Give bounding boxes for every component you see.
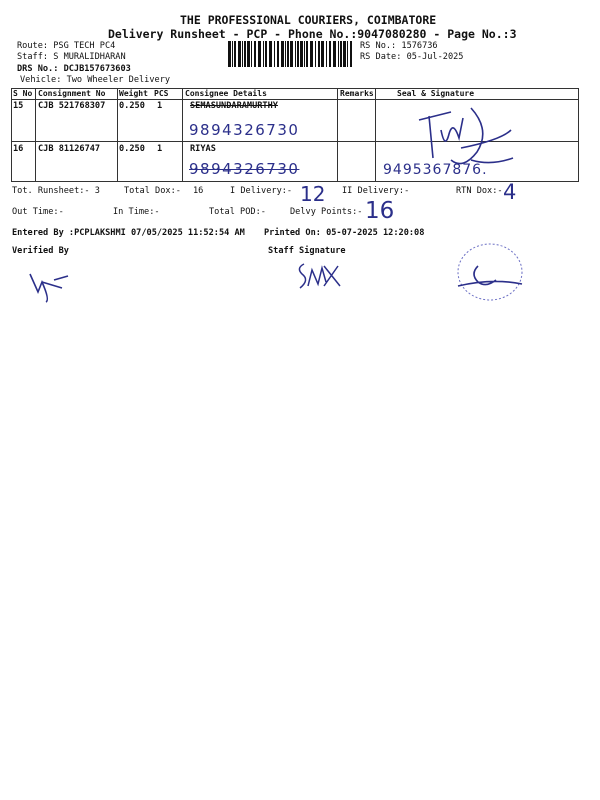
ii-delivery: II Delivery:- (342, 186, 410, 196)
verified-by-signature (28, 268, 76, 304)
row-16-sno: 16 (13, 144, 24, 154)
tot-runsheet: Tot. Runsheet:- 3 (12, 186, 100, 196)
col-pcs: PCS (154, 89, 169, 98)
delvy-points: Delvy Points:- (290, 207, 363, 217)
out-time: Out Time:- (12, 207, 64, 217)
col-weight: Weight (119, 89, 148, 98)
company-title: THE PROFESSIONAL COURIERS, COIMBATORE (180, 13, 437, 27)
staff-signature-label: Staff Signature (268, 246, 346, 256)
row-15-consignee: SEMASUNDARAMURTHY (190, 101, 278, 111)
col-sno: S No (13, 89, 33, 98)
total-dox: Total Dox:- (124, 186, 181, 196)
printed-on: Printed On: 05-07-2025 12:20:08 (264, 228, 425, 238)
total-pod: Total POD:- (209, 207, 266, 217)
row-16-handwritten-phone: 9894326730 (189, 160, 300, 178)
row-15-weight: 0.250 (119, 101, 145, 111)
i-delivery-value: 12 (300, 182, 326, 206)
row-15-handwritten-phone: 9894326730 (189, 121, 300, 139)
row-16-consignment: CJB 81126747 (38, 144, 101, 154)
rtn-dox: RTN Dox:- (456, 186, 503, 196)
col-consignment: Consignment No (38, 89, 106, 98)
i-delivery: I Delivery:- (230, 186, 293, 196)
rs-date: RS Date: 05-Jul-2025 (360, 52, 464, 62)
row-16-pcs: 1 (157, 144, 163, 154)
runsheet-table (11, 88, 579, 182)
col-seal-signature: Seal & Signature (397, 89, 475, 98)
route-label: Route: PSG TECH PC4 (17, 41, 116, 51)
drs-number: DRS No.: DCJB157673603 (17, 64, 131, 74)
delvy-points-value: 16 (365, 198, 395, 224)
col-consignee: Consignee Details (185, 89, 267, 98)
rtn-dox-value: 4 (503, 180, 517, 204)
row-15-sno: 15 (13, 101, 24, 111)
row-16-handwritten-extra: 9495367876. (383, 162, 488, 178)
barcode (228, 41, 354, 67)
rs-number: RS No.: 1576736 (360, 41, 438, 51)
staff-label: Staff: S MURALIDHARAN (17, 52, 126, 62)
vehicle-label: Vehicle: Two Wheeler Delivery (20, 75, 171, 85)
col-remarks: Remarks (340, 89, 374, 98)
row-16-consignee: RIYAS (190, 144, 216, 154)
staff-signature (294, 258, 344, 292)
delivery-signature (411, 100, 531, 170)
total-dox-value: 16 (193, 186, 204, 196)
verified-by-label: Verified By (12, 246, 69, 256)
row-15-consignment: CJB 521768307 (38, 101, 106, 111)
row-16-weight: 0.250 (119, 144, 145, 154)
in-time: In Time:- (113, 207, 160, 217)
entered-by: Entered By :PCPLAKSHMI 07/05/2025 11:52:54 AM (12, 228, 245, 238)
row-15-pcs: 1 (157, 101, 163, 111)
office-seal (452, 240, 526, 306)
runsheet-subtitle: Delivery Runsheet - PCP - Phone No.:9047080280 - Page No.:3 (108, 27, 517, 41)
